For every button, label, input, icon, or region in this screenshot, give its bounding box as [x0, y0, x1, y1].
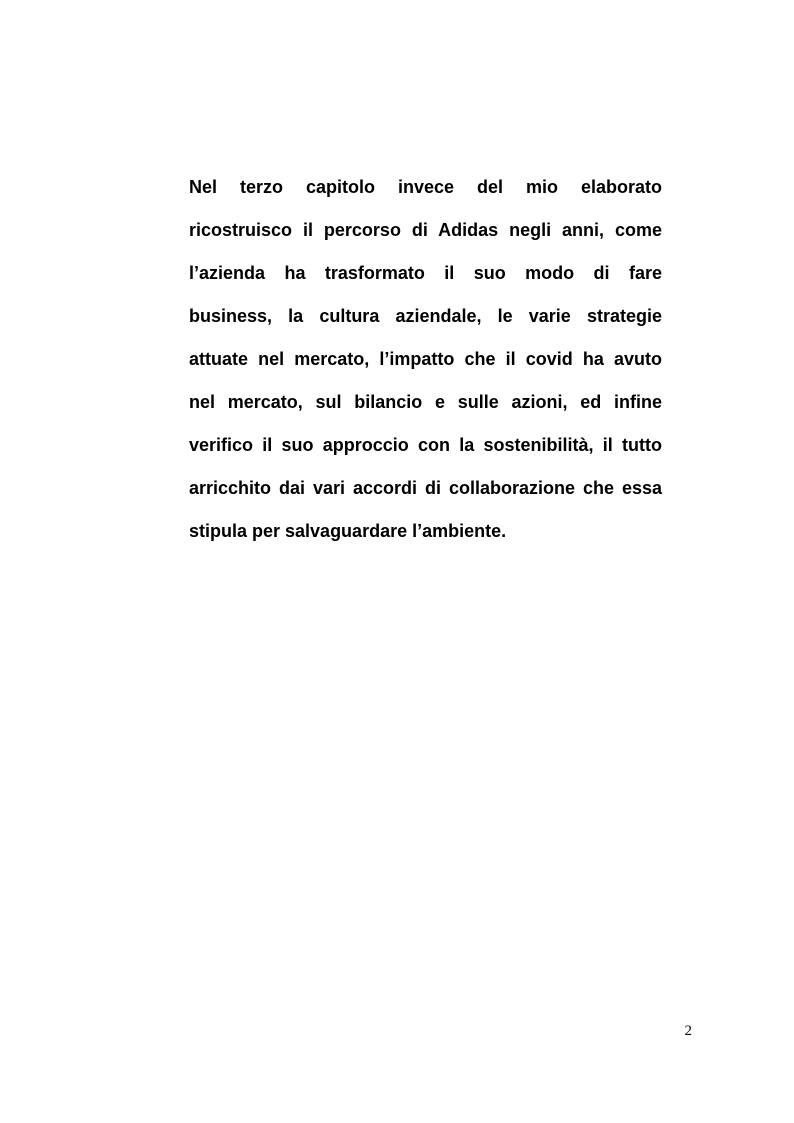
paragraph-line: attuate nel mercato, l’impatto che il covid ha avuto — [189, 349, 662, 369]
paragraph-line: Nel terzo capitolo invece del mio elaborato — [189, 177, 662, 197]
body-paragraph — [189, 166, 662, 553]
paragraph-line: arricchito dai vari accordi di collaborazione che essa — [189, 478, 662, 498]
paragraph-line: business, la cultura aziendale, le varie strategie — [189, 306, 662, 326]
page-number: 2 — [684, 1023, 692, 1039]
paragraph-line: nel mercato, sul bilancio e sulle azioni, ed infine — [189, 392, 662, 412]
paragraph-line: ricostruisco il percorso di Adidas negli anni, come — [189, 220, 662, 240]
paragraph-line: stipula per salvaguardare l’ambiente. — [189, 521, 507, 541]
paragraph-line: verifico il suo approccio con la sostenibilità, il tutto — [189, 435, 662, 455]
paragraph-line: l’azienda ha trasformato il suo modo di fare — [189, 263, 662, 283]
